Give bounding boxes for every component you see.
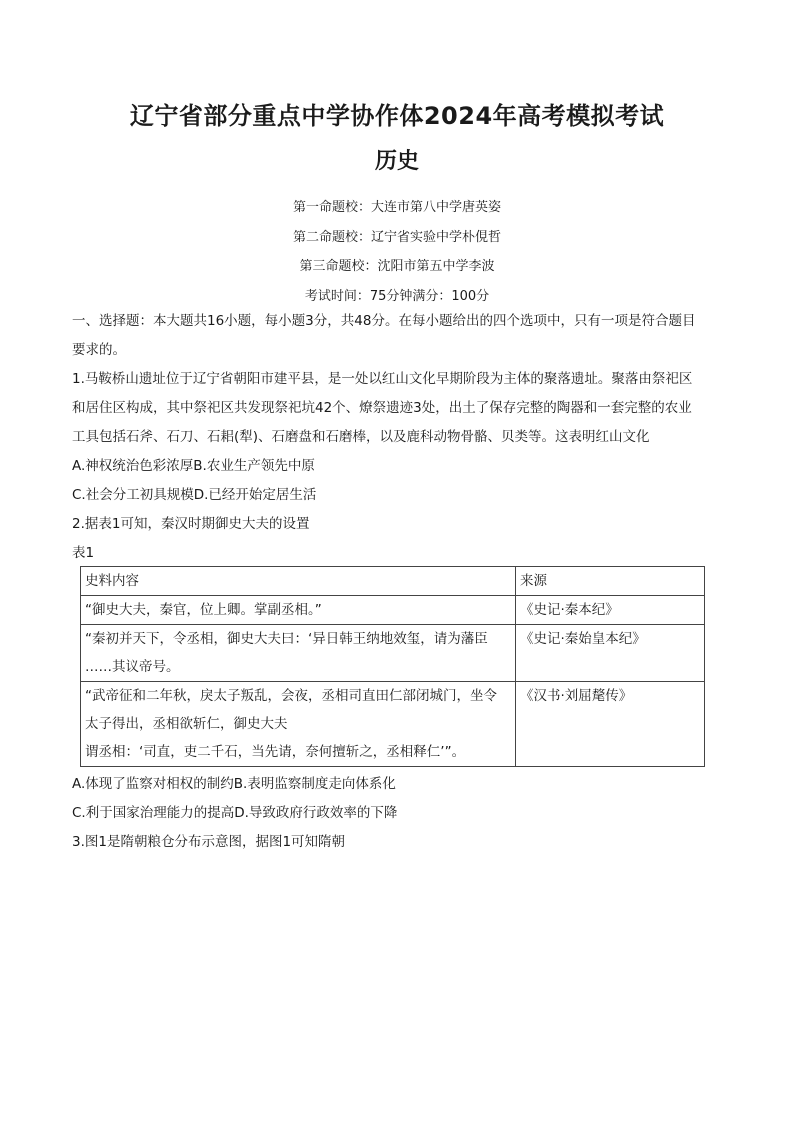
question-body xyxy=(72,307,722,568)
row-source: 《史记·秦始皇本纪》 xyxy=(516,625,705,682)
row-source: 《汉书·刘屈氂传》 xyxy=(516,682,705,767)
section-instruction: 一、选择题：本大题共16小题，每小题3分，共48分。在每小题给出的四个选项中，只有一项是符合题目 xyxy=(72,313,696,329)
table-row xyxy=(81,682,705,767)
meta-line-school-1: 第一命题校：大连市第八中学唐英姿 xyxy=(292,200,501,215)
subject-title: 历史 xyxy=(374,149,419,174)
table-header-row xyxy=(81,567,705,596)
q2-options-ab: A.体现了监察对相权的制约B.表明监察制度走向体系化 xyxy=(72,776,396,792)
q1-stem: 和居住区构成，其中祭祀区共发现祭祀坑42个、燎祭遗迹3处，出土了保存完整的陶器和一套完整的农业 xyxy=(72,400,692,416)
header-source: 来源 xyxy=(516,567,705,596)
row-content xyxy=(81,625,516,682)
q2-stem: 2.据表1可知，秦汉时期御史大夫的设置 xyxy=(72,516,310,532)
row-content-line: 太子得出，丞相欲斩仁，御史大夫 xyxy=(85,716,288,732)
q1-stem: 1.马鞍桥山遗址位于辽宁省朝阳市建平县，是一处以红山文化早期阶段为主体的聚落遗址。聚落由祭祀区 xyxy=(72,371,693,387)
table-label: 表1 xyxy=(72,545,95,561)
row-content xyxy=(81,682,516,767)
meta-line-school-2: 第二命题校：辽宁省实验中学朴俔哲 xyxy=(292,229,501,245)
header-content: 史料内容 xyxy=(81,567,516,596)
meta-line-time-score: 考试时间：75分钟满分：100分 xyxy=(304,288,490,304)
q1-options-ab: A.神权统治色彩浓厚B.农业生产领先中原 xyxy=(72,458,315,474)
row-content-line: 谓丞相：‘司直，吏二千石，当先请，奈何擅斩之，丞相释仁’”。 xyxy=(85,744,466,760)
q3-stem: 3.图1是隋朝粮仓分布示意图，据图1可知隋朝 xyxy=(72,834,346,850)
historical-source-table xyxy=(80,566,705,767)
meta-line-school-3: 第三命题校：沈阳市第五中学李波 xyxy=(299,259,495,274)
row-content xyxy=(81,596,516,625)
question-body-continued xyxy=(72,770,722,857)
table-row xyxy=(81,625,705,682)
section-instruction: 要求的。 xyxy=(72,342,126,358)
table-row xyxy=(81,596,705,625)
exam-title: 辽宁省部分重点中学协作体2024年高考模拟考试 xyxy=(129,102,665,130)
q1-stem: 工具包括石斧、石刀、石耜(犁)、石磨盘和石磨棒，以及鹿科动物骨骼、贝类等。这表明红山文化 xyxy=(72,429,650,445)
row-content-line: “秦初并天下，令丞相，御史大夫曰：‘异日韩王纳地效玺，请为藩臣 xyxy=(85,631,488,647)
exam-meta xyxy=(0,193,794,311)
row-source: 《史记·秦本纪》 xyxy=(516,596,705,625)
q1-options-cd: C.社会分工初具规模D.已经开始定居生活 xyxy=(72,487,317,503)
row-content-line: ……其议帝号。 xyxy=(85,659,180,675)
q2-options-cd: C.利于国家治理能力的提高D.导致政府行政效率的下降 xyxy=(72,805,398,821)
row-content-line: “武帝征和二年秋，戾太子叛乱，会夜，丞相司直田仁部闭城门，坐令 xyxy=(85,688,497,704)
row-content-line: “御史大夫，秦官，位上卿。掌副丞相。” xyxy=(85,602,322,618)
